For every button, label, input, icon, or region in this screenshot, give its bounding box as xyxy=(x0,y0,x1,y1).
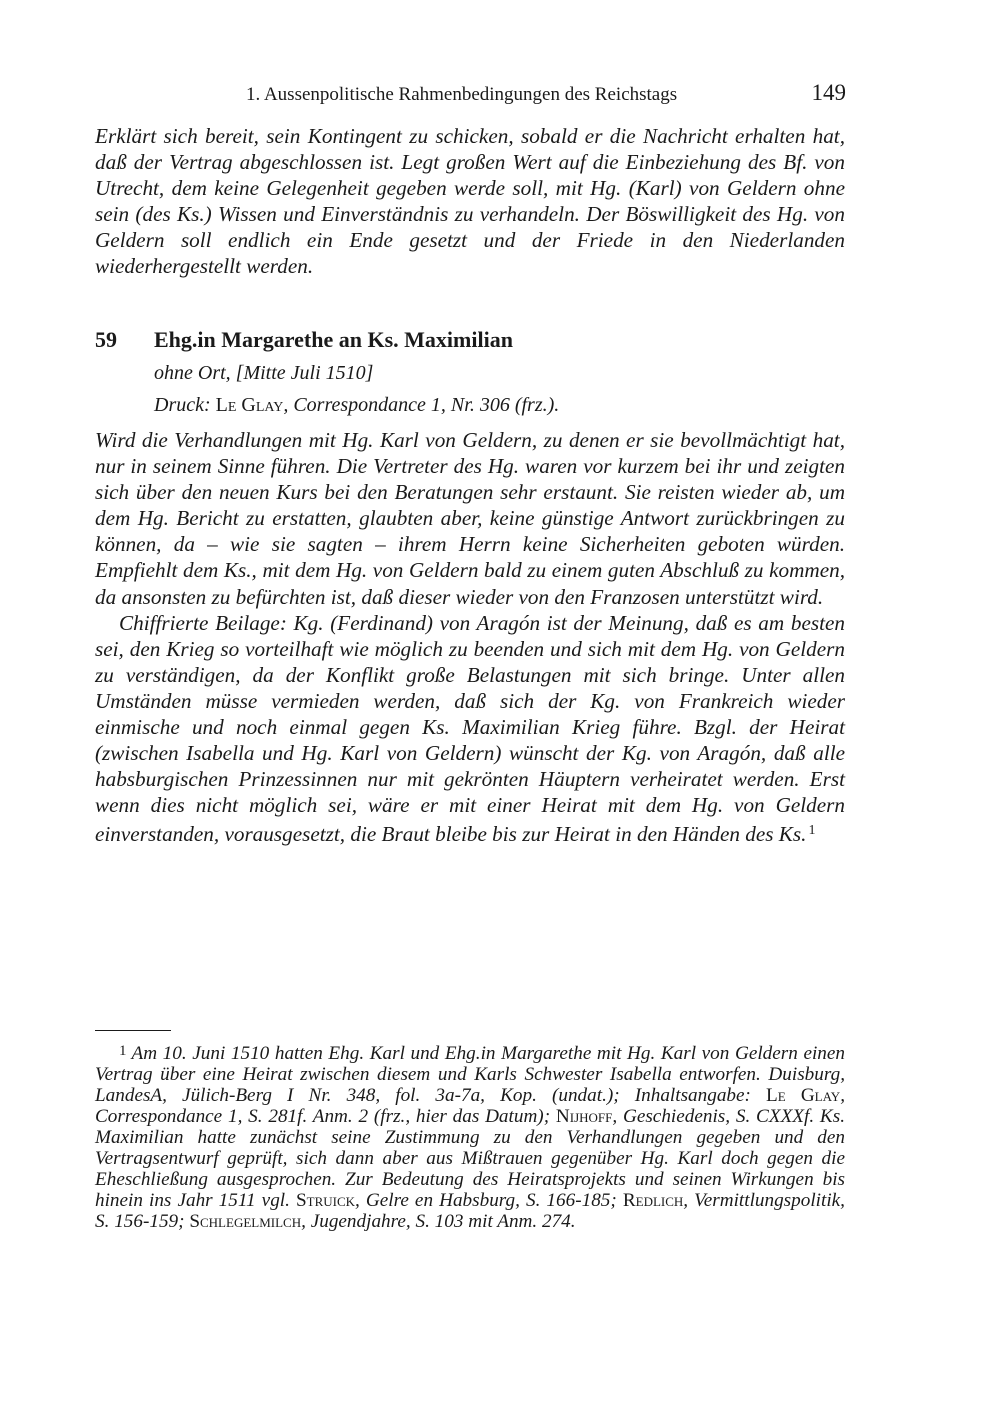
print-author: Le Glay xyxy=(215,394,284,416)
document-title: Ehg.in Margarethe an Ks. Maximilian xyxy=(154,327,513,352)
running-head xyxy=(246,82,846,108)
summary-block xyxy=(95,427,845,848)
page-number: 149 xyxy=(811,80,846,105)
footnote-author-4: Redlich xyxy=(622,1190,684,1211)
footnote-text-1: Am 10. Juni 1510 hatten Ehg. Karl und Ehg.in Margarethe mit Hg. Karl von Geldern einen Vertrag über eine Heirat zwischen diesem und Karls Schwester Isabella entworfen. Duisburg, LandesA, Jülich-Berg I Nr. 348, fol. 3a-7a, Kop. (undat.); Inhaltsangabe: xyxy=(95,1043,845,1106)
footnote-text-6: , Jugendjahre, S. 103 mit Anm. 274. xyxy=(301,1211,576,1232)
print-label: Druck: xyxy=(154,394,211,416)
running-title: 1. Aussenpolitische Rahmenbedingungen des Reichstags xyxy=(246,84,678,105)
footnote-author-2: Nijhoff xyxy=(555,1106,613,1127)
document-place-date: ohne Ort, [Mitte Juli 1510] xyxy=(154,362,374,384)
summary-paragraph: Wird die Verhandlungen mit Hg. Karl von Geldern, zu denen er sie bevollmächtigt hat, nur in seinem Sinne führen. Die Vertreter des Hg. waren vor kurzem bei ihr und zeigten sich über den neuen Kurs bei den Beratungen sehr erstaunt. Sie reisten wieder ab, um dem Hg. Bericht zu erstatten, glaubten aber, keine günstige Antwort zurückbringen zu können, da – wie sie sagten – ihrem Herrn keine Sicherheiten geboten würden. Empfiehlt dem Ks., mit dem Hg. von Geldern bald zu einem guten Abschluß zu kommen, da ansonsten zu befürchten ist, daß dieser wieder von den Franzosen unterstützt wird. xyxy=(95,428,845,609)
print-ref: , Correspondance 1, Nr. 306 (frz.). xyxy=(283,394,560,416)
footnote-text-4: , Gelre en Habsburg, S. 166-185; xyxy=(355,1190,623,1211)
footnote-reference: 1 xyxy=(808,823,816,839)
footnote-marker: 1 xyxy=(119,1043,127,1059)
document-print-reference xyxy=(154,394,844,417)
footnote-author-3: Struick xyxy=(295,1190,356,1211)
document-heading xyxy=(95,324,845,354)
enclosure-paragraph xyxy=(95,610,845,848)
document-number: 59 xyxy=(95,327,117,352)
footnote-author-1: Le Glay xyxy=(766,1085,841,1106)
footnote-text-2: , Correspondance 1, S. 281f. Anm. 2 (frz., hier das Datum); xyxy=(95,1085,845,1127)
footnote xyxy=(95,1041,845,1232)
footnote-text-3: , Geschiedenis, S. CXXXf. Ks. Maximilian hatte zunächst seine Zustimmung zu den Verhandlungen gegeben und den Vertragsentwurf geprüft, sich dann aber aus Mißtrauen gegenüber Hg. Karl doch gegen die Eheschließung ausgesprochen. Zur Bedeutung des Heiratsprojekts und seinen Wirkungen bis hinein ins Jahr 1511 vgl. xyxy=(95,1106,845,1211)
footnote-author-5: Schlegelmilch xyxy=(189,1211,302,1232)
intro-paragraph-block xyxy=(95,123,845,280)
footnote-divider xyxy=(95,1030,171,1031)
intro-paragraph: Erklärt sich bereit, sein Kontingent zu schicken, sobald er die Nachricht erhalten hat, daß der Vertrag abgeschlossen ist. Legt großen Wert auf die Einbeziehung des Bf. von Utrecht, dem keine Gelegenheit gegeben werde soll, mit Hg. (Karl) von Geldern ohne sein (des Ks.) Wissen und Einverständnis zu verhandeln. Der Böswilligkeit des Hg. von Geldern soll endlich ein Ende gesetzt und der Friede in den Niederlanden wiederhergestellt werden. xyxy=(95,124,845,279)
footnote-text-5: , Vermittlungspolitik, S. 156-159; xyxy=(95,1190,845,1232)
enclosure-text: Chiffrierte Beilage: Kg. (Ferdinand) von Aragón ist der Meinung, daß es am besten sei, den Krieg so vorteilhaft wie möglich zu beenden und sich mit dem Hg. von Geldern zu verständigen, da der Konflikt große Belastungen mit sich bringe. Unter allen Umständen müsse vermieden werden, daß sich der Kg. von Frankreich wieder einmische und noch einmal gegen Ks. Maximilian Krieg führe. Bzgl. der Heirat (zwischen Isabella und Hg. Karl von Geldern) wünscht der Kg. von Aragón, daß alle habsburgischen Prinzessinnen nur mit gekrönten Häuptern verheiratet werden. Erst wenn dies nicht möglich sei, wäre er mit einer Heirat mit dem Hg. von Geldern einverstanden, vorausgesetzt, die Braut bleibe bis zur Heirat in den Händen des Ks. xyxy=(95,610,845,847)
